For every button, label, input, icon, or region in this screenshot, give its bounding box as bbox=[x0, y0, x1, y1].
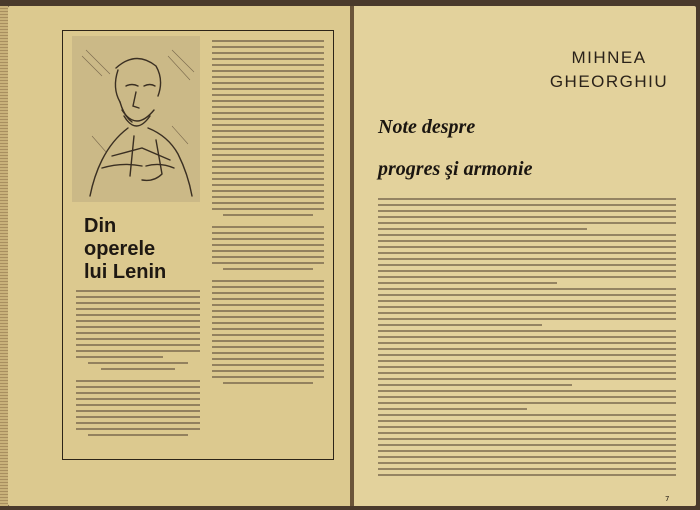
article-body-text bbox=[378, 198, 676, 480]
heading-line-1: Note despre bbox=[378, 116, 476, 138]
page-edges bbox=[0, 6, 8, 506]
left-right-quote-column bbox=[212, 40, 324, 388]
title-line-2: operele bbox=[84, 238, 156, 260]
left-page-title bbox=[84, 215, 194, 284]
heading-line-2: progres şi armonie bbox=[378, 158, 533, 180]
title-line-1: Din bbox=[84, 215, 117, 237]
article-heading bbox=[378, 106, 668, 190]
author-name bbox=[544, 46, 674, 94]
author-line-1: MIHNEA bbox=[571, 48, 647, 67]
lenin-portrait-sketch bbox=[72, 36, 200, 202]
page-number: 7 bbox=[665, 495, 670, 503]
title-line-3: lui Lenin bbox=[84, 261, 167, 283]
left-quote-column bbox=[76, 290, 200, 440]
author-line-2: GHEORGHIU bbox=[549, 72, 669, 91]
